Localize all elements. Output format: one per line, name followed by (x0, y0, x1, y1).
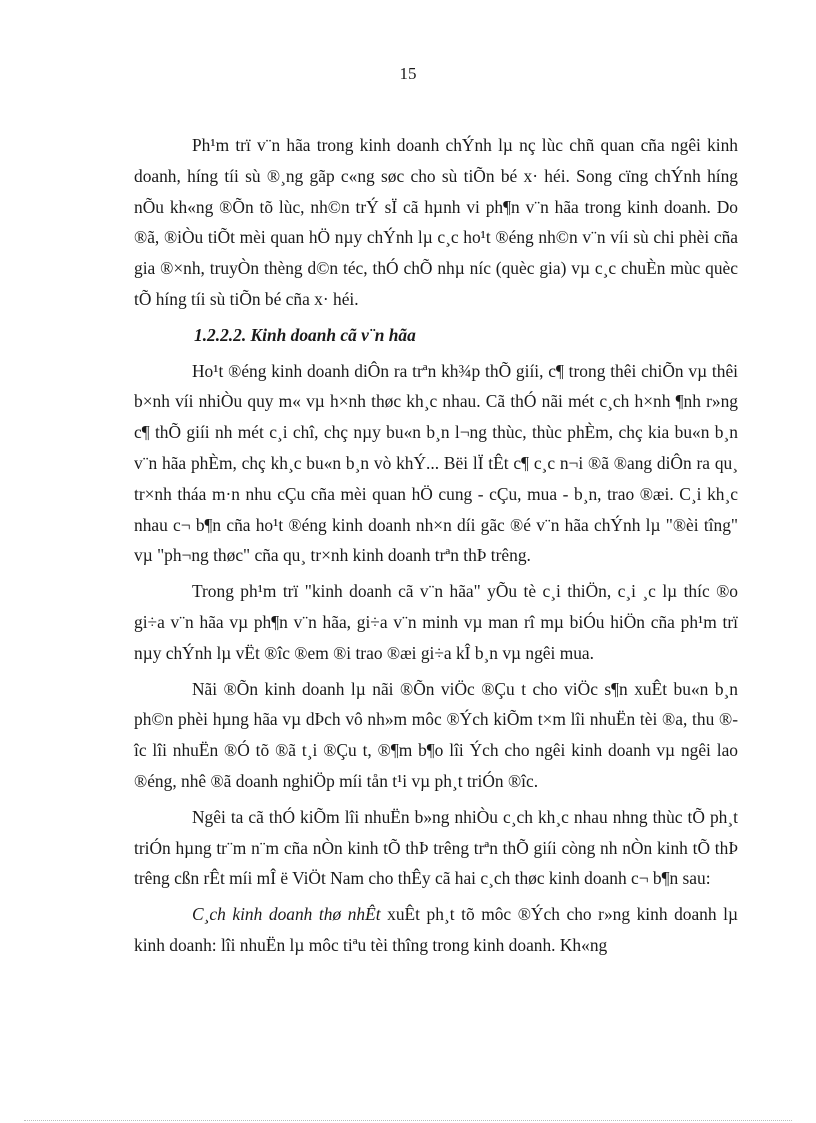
paragraph-1: Ph¹m trï v¨n hãa trong kinh doanh chÝnh lµ nç lùc chñ quan cña ngêi kinh doanh, híng tíi sù ®¸ng gãp c«ng søc cho sù tiÕn bé x· héi. Song cïng chÝnh híng nÕu kh«ng ®Õn tõ lùc, nh©n trÝ sÏ cã hµnh vi ph¶n v¨n hãa trong kinh doanh. Do ®ã, ®iÒu tiÕt mèi quan hÖ nµy chÝnh lµ c¸c ho¹t ®éng nh©n v¨n víi sù chi phèi cña gia ®×nh, truyÒn thèng d©n téc, thÓ chÕ nhµ níc (quèc gia) vµ c¸c chuÈn mùc quèc tÕ híng tíi sù tiÕn bé cña x· héi. (134, 135, 738, 309)
section-heading: 1.2.2.2. Kinh doanh cã v¨n hãa (194, 324, 416, 345)
paragraph-5: Ngêi ta cã thÓ kiÕm lîi nhuËn b»ng nhiÒu c¸ch kh¸c nhau nhng thùc tÕ ph¸t triÓn hµng tr¨m n¨m cña nÒn kinh tÕ thÞ trêng trªn thÕ giíi còng nh nÒn kinh tÕ thÞ trêng cßn rÊt míi mÎ ë ViÖt Nam cho thÊy cã hai c¸ch thøc kinh doanh c¬ b¶n sau: (134, 806, 738, 889)
page-number: 15 (399, 64, 417, 83)
paragraph-2: Ho¹t ®éng kinh doanh diÔn ra trªn kh¾p thÕ giíi, c¶ trong thêi chiÕn vµ thêi b×nh víi nhiÒu quy m« vµ h×nh thøc kh¸c nhau. Cã thÓ nãi mét c¸ch h×nh ¶nh r»ng c¶ thÕ giíi nh mét c¸i chî, chç nµy bu«n b¸n l¬ng thùc, thùc phÈm, chç kia bu«n b¸n v¨n hãa phÈm, chç kh¸c bu«n b¸n vò khÝ... Bëi lÏ tÊt c¶ c¸c n¬i ®ã ®ang diÔn ra qu¸ tr×nh tháa m·n nhu cÇu cña mèi quan hÖ cung - cÇu, mua - b¸n, trao ®æi. C¸i kh¸c nhau c¬ b¶n cña ho¹t ®éng kinh doanh nh×n díi gãc ®é v¨n hãa chÝnh lµ "®èi tîng" vµ "ph¬ng thøc" cña qu¸ tr×nh kinh doanh trªn thÞ trêng. (134, 360, 738, 566)
paragraph-6-text: xuÊt ph¸t tõ môc ®Ých cho r»ng kinh doanh lµ kinh doanh: lîi nhuËn lµ môc tiªu tèi thîng trong kinh doanh. Kh«ng (134, 904, 738, 955)
document-body (134, 130, 738, 966)
paragraph-4: Nãi ®Õn kinh doanh lµ nãi ®Õn viÖc ®Çu t cho viÖc s¶n xuÊt bu«n b¸n ph©n phèi hµng hãa vµ dÞch vô nh»m môc ®Ých kiÕm t×m lîi nhuËn tèi ®a, thu ®îc lîi nhuËn ®Ó tõ ®ã t¸i ®Çu t, ®¶m b¶o lîi Ých cho ngêi kinh doanh vµ ngêi lao ®éng, nhê ®ã doanh nghiÖp míi tån t¹i vµ ph¸t triÓn ®îc. (134, 678, 738, 791)
paragraph-6-italic-lead: C¸ch kinh doanh thø nhÊt (192, 904, 381, 925)
paragraph-3: Trong ph¹m trï "kinh doanh cã v¨n hãa" yÕu tè c¸i thiÖn, c¸i ¸c lµ thíc ®o gi÷a v¨n hãa vµ ph¶n v¨n hãa, gi÷a v¨n minh vµ man rî mµ biÓu hiÖn cña ph¹m trï nµy chÝnh lµ vËt ®îc ®em ®i trao ®æi gi÷a kÎ b¸n vµ ngêi mua. (134, 581, 738, 663)
page-bottom-rule (24, 1120, 792, 1121)
paragraph-6 (134, 899, 738, 961)
